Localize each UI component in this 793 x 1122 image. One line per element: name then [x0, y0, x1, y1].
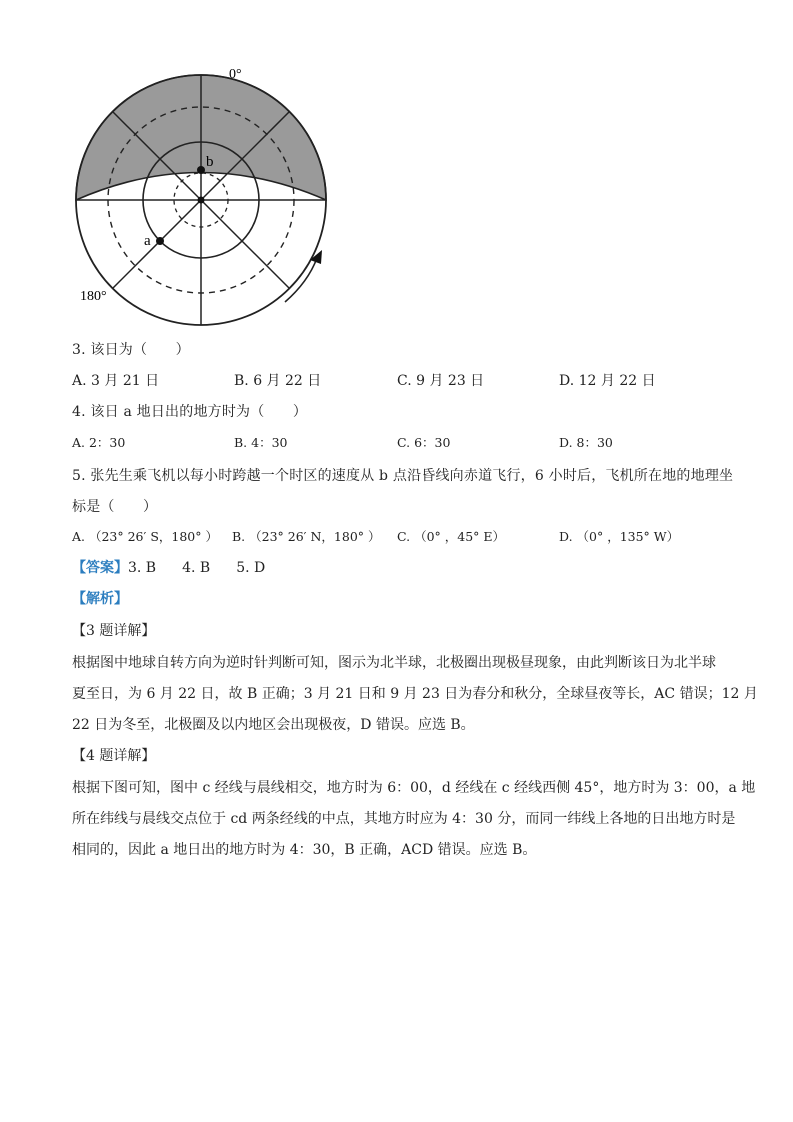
q4-option-c: C. 6：30	[397, 435, 451, 450]
rotation-arrow	[285, 258, 317, 302]
q3-option-a: A. 3 月 21 日	[72, 373, 160, 389]
detail3-line-3: 22 日为冬至，北极圈及以内地区会出现极夜，D 错误。应选 B。	[72, 717, 475, 733]
analysis-label: 【解析】	[72, 591, 128, 607]
answer-item-4: 4. B	[182, 560, 211, 576]
q5-option-c: C. （0° ，45° E）	[397, 529, 505, 544]
answer-item-3: 3. B	[128, 560, 157, 576]
q3-stem: 3. 该日为（ ）	[72, 342, 190, 358]
q4-option-b: B. 4：30	[234, 435, 288, 450]
q5-option-d: D. （0° ，135° W）	[559, 529, 680, 544]
label-b: b	[206, 154, 214, 170]
detail4-line-1: 根据下图可知，图中 c 经线与晨线相交，地方时为 6：00，d 经线在 c 经线西侧 45°，地方时为 3：00，a 地	[72, 780, 756, 796]
label-0-degree: 0°	[229, 67, 242, 82]
polar-diagram	[60, 60, 340, 330]
label-180-degree: 180°	[80, 289, 107, 304]
q4-option-a: A. 2：30	[72, 435, 126, 450]
q3-option-d: D. 12 月 22 日	[559, 373, 656, 389]
label-a: a	[144, 233, 151, 249]
q3-option-c: C. 9 月 23 日	[397, 373, 485, 389]
q5-stem-line1: 5. 张先生乘飞机以每小时跨越一个时区的速度从 b 点沿昏线向赤道飞行，6 小时后，飞机所在地的地理坐	[72, 468, 734, 484]
q4-option-d: D. 8：30	[559, 435, 613, 450]
q5-option-a: A. （23° 26′ S，180° ）	[72, 529, 218, 544]
q4-stem: 4. 该日 a 地日出的地方时为（ ）	[72, 404, 308, 420]
q5-stem-line2: 标是（ ）	[72, 499, 158, 515]
answer-item-5: 5. D	[236, 560, 266, 576]
detail3-line-1: 根据图中地球自转方向为逆时针判断可知，图示为北半球，北极圈出现极昼现象，由此判断该日为北半球	[72, 655, 716, 671]
q5-option-b: B. （23° 26′ N，180° ）	[232, 529, 381, 544]
point-b	[197, 166, 205, 174]
detail4-line-2: 所在纬线与晨线交点位于 cd 两条经线的中点，其地方时应为 4：30 分，而同一纬线上各地的日出地方时是	[72, 811, 736, 827]
detail3-line-2: 夏至日，为 6 月 22 日，故 B 正确；3 月 21 日和 9 月 23 日为春分和秋分，全球昼夜等长，AC 错误；12 月	[72, 686, 758, 702]
point-a	[156, 237, 164, 245]
q3-option-b: B. 6 月 22 日	[234, 373, 322, 389]
answer-label: 【答案】	[72, 560, 128, 576]
answer-row	[72, 557, 265, 577]
detail3-title: 【3 题详解】	[72, 623, 156, 639]
detail4-title: 【4 题详解】	[72, 748, 156, 764]
point-center	[198, 197, 205, 204]
detail4-line-3: 相同的，因此 a 地日出的地方时为 4：30，B 正确，ACD 错误。应选 B。	[72, 842, 537, 858]
